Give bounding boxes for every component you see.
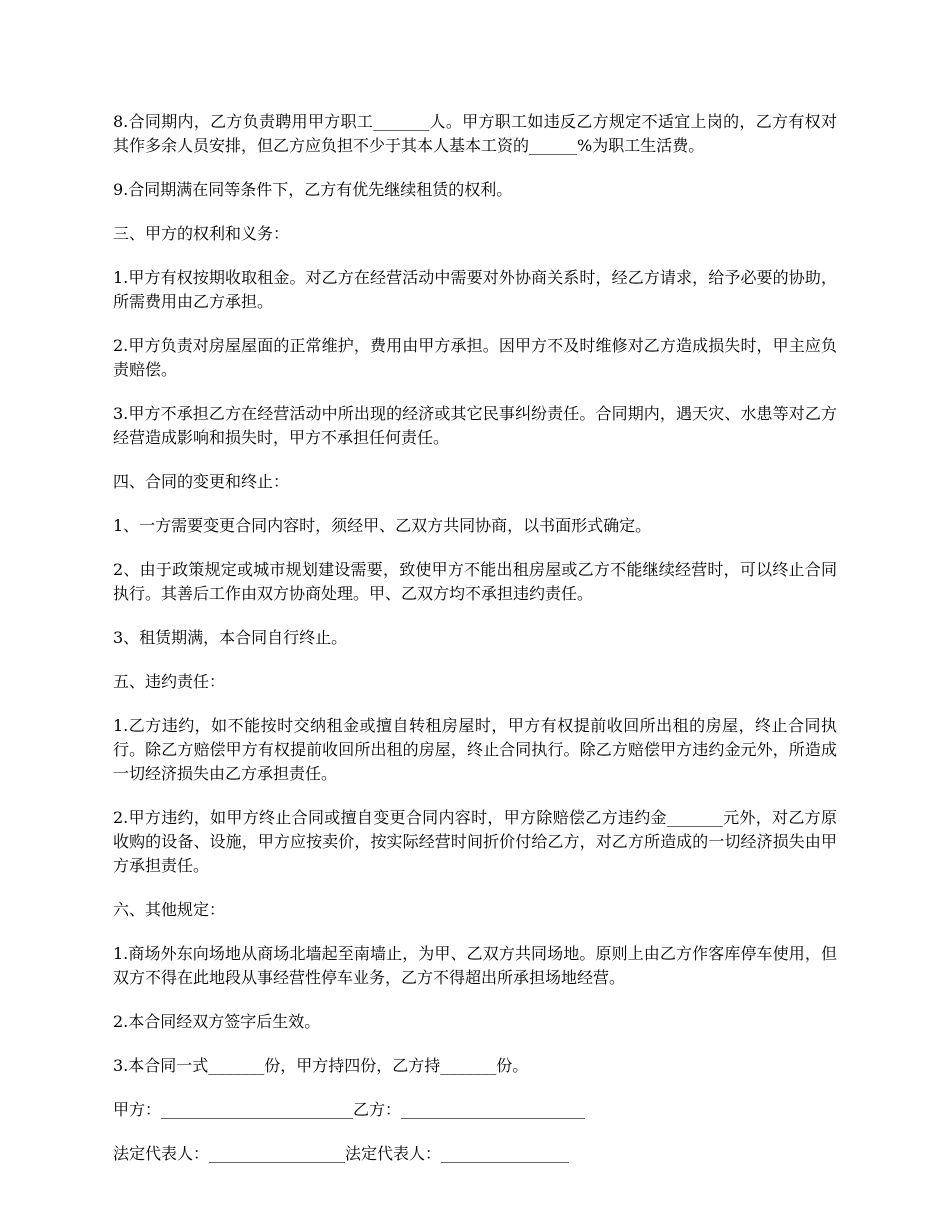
representative-signature-line: 法定代表人：_________________法定代表人：________________	[113, 1144, 570, 1163]
section-3-item-2: 2.甲方负责对房屋屋面的正常维护，费用由甲方承担。因甲方不及时维修对乙方造成损失时，甲主应负责赔偿。	[113, 336, 837, 379]
section-4-item-2: 2、由于政策规定或城市规划建设需要，致使甲方不能出租房屋或乙方不能继续经营时，可以终止合同执行。其善后工作由双方协商处理。甲、乙双方均不承担违约责任。	[113, 560, 837, 603]
section-5-item-2: 2.甲方违约，如甲方终止合同或擅自变更合同内容时，甲方除赔偿乙方违约金_______元外，对乙方原收购的设备、设施，甲方应按卖价，按实际经营时间折价付给乙方，对乙方所造成的一切经济损失由甲方承担责任。	[113, 808, 837, 875]
section-4-heading: 四、合同的变更和终止：	[113, 472, 290, 491]
section-4-item-1: 1、一方需要变更合同内容时，须经甲、乙双方共同协商，以书面形式确定。	[113, 516, 652, 535]
section-6-heading: 六、其他规定：	[113, 900, 226, 919]
section-4-item-3: 3、租赁期满，本合同自行终止。	[113, 628, 348, 647]
section-6-item-3: 3.本合同一式_______份，甲方持四份，乙方持_______份。	[113, 1056, 529, 1075]
section-3-heading: 三、甲方的权利和义务：	[113, 224, 290, 243]
party-signature-line: 甲方：________________________乙方：_______________________	[113, 1100, 586, 1119]
section-5-heading: 五、违约责任：	[113, 672, 226, 691]
section-3-item-3: 3.甲方不承担乙方在经营活动中所出现的经济或其它民事纠纷责任。合同期内，遇天灾、水患等对乙方经营造成影响和损失时，甲方不承担任何责任。	[113, 404, 837, 447]
clause-9: 9.合同期满在同等条件下，乙方有优先继续租赁的权利。	[113, 180, 513, 199]
section-3-item-1: 1.甲方有权按期收取租金。对乙方在经营活动中需要对外协商关系时，经乙方请求，给予必要的协助，所需费用由乙方承担。	[113, 268, 837, 311]
document-page	[113, 110, 837, 1186]
section-6-item-1: 1.商场外东向场地从商场北墙起至南墙止，为甲、乙双方共同场地。原则上由乙方作客库停车使用，但双方不得在此地段从事经营性停车业务，乙方不得超出所承担场地经营。	[113, 944, 837, 987]
section-5-item-1: 1.乙方违约，如不能按时交纳租金或擅自转租房屋时，甲方有权提前收回所出租的房屋，终止合同执行。除乙方赔偿甲方有权提前收回所出租的房屋，终止合同执行。除乙方赔偿甲方违约金元外，所造成一切经济损失由乙方承担责任。	[113, 716, 837, 783]
clause-8: 8.合同期内，乙方负责聘用甲方职工_______人。甲方职工如违反乙方规定不适宜上岗的，乙方有权对其作多余人员安排，但乙方应负担不少于其本人基本工资的______%为职工生活费。	[113, 112, 837, 155]
section-6-item-2: 2.本合同经双方签字后生效。	[113, 1012, 321, 1031]
